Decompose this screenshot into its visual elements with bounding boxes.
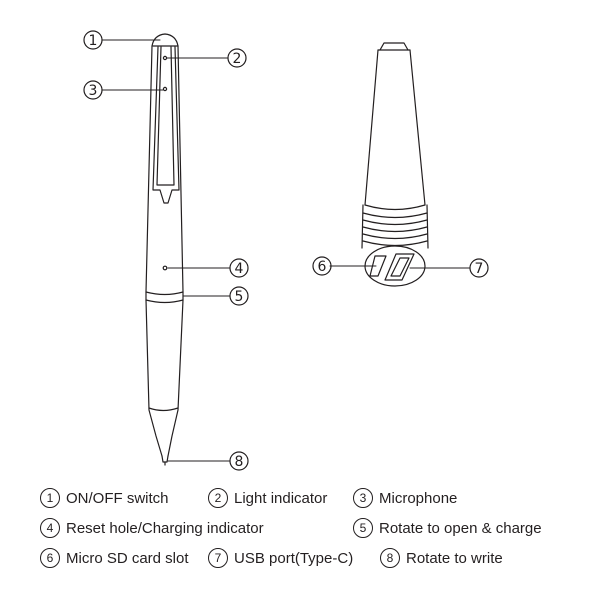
legend-item-1: [40, 488, 169, 508]
light-indicator-hole: [163, 56, 166, 59]
legend-number: 1: [40, 488, 60, 508]
callout-7: 7: [474, 261, 484, 277]
legend-number: 2: [208, 488, 228, 508]
reset-hole: [163, 266, 167, 270]
legend-item-4: [40, 518, 264, 538]
legend: [40, 488, 580, 578]
callout-circles: [84, 31, 488, 470]
legend-item-2: [208, 488, 327, 508]
legend-label: Microphone: [379, 489, 458, 507]
callout-5: 5: [234, 289, 244, 305]
callout-8: 8: [234, 454, 244, 470]
legend-number: 6: [40, 548, 60, 568]
callout-3: 3: [88, 83, 98, 99]
microphone-hole: [163, 87, 166, 90]
callout-2: 2: [232, 51, 242, 67]
legend-item-5: [353, 518, 542, 538]
legend-label: Micro SD card slot: [66, 549, 189, 567]
callout-1: 1: [88, 33, 98, 49]
legend-number: 5: [353, 518, 373, 538]
legend-row-2: [40, 518, 580, 548]
legend-number: 8: [380, 548, 400, 568]
legend-item-8: [380, 548, 503, 568]
legend-row-1: [40, 488, 580, 518]
legend-number: 7: [208, 548, 228, 568]
legend-item-6: [40, 548, 189, 568]
legend-number: 3: [353, 488, 373, 508]
legend-item-7: [208, 548, 353, 568]
legend-item-3: [353, 488, 457, 508]
pen-body: [146, 34, 183, 465]
legend-number: 4: [40, 518, 60, 538]
legend-label: ON/OFF switch: [66, 489, 169, 507]
callout-6: 6: [317, 259, 327, 275]
legend-label: Light indicator: [234, 489, 328, 507]
legend-label: Reset hole/Charging indicator: [66, 519, 264, 537]
callout-4: 4: [234, 261, 244, 277]
legend-row-3: [40, 548, 580, 578]
legend-label: USB port(Type-C): [234, 549, 354, 567]
legend-label: Rotate to open & charge: [379, 519, 542, 537]
pen-top-part: [362, 43, 428, 286]
legend-label: Rotate to write: [406, 549, 503, 567]
